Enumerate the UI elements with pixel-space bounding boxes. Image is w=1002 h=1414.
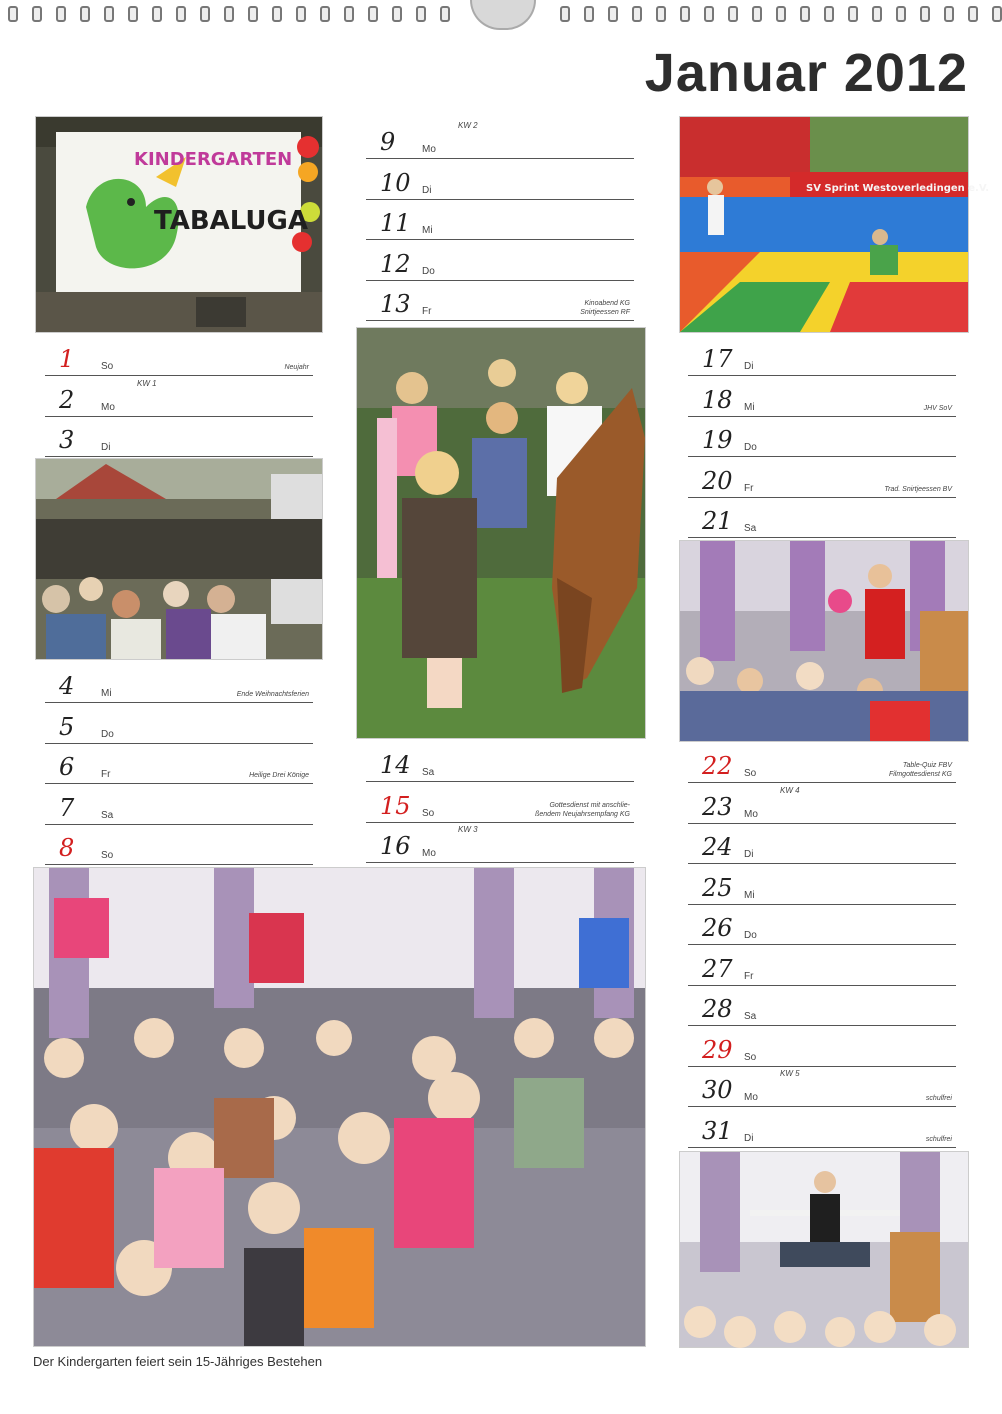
bouncy-castle-sign: SV Sprint Westoverledingen e.V.	[806, 183, 990, 194]
day-number: 7	[59, 793, 75, 822]
day-row-25	[688, 864, 956, 905]
spiral-ring	[584, 6, 594, 22]
day-name: Sa	[101, 809, 114, 821]
day-row-15	[366, 782, 634, 823]
day-number: 21	[702, 507, 733, 535]
day-row-30	[688, 1066, 956, 1107]
spiral-ring	[752, 6, 762, 22]
spiral-ring	[392, 6, 402, 22]
day-row-19	[688, 416, 956, 457]
day-row-8	[45, 824, 313, 865]
day-row-16	[366, 822, 634, 863]
spiral-ring	[800, 6, 810, 22]
day-row-12	[366, 240, 634, 281]
day-row-21	[688, 497, 956, 538]
day-number: 6	[59, 753, 75, 781]
spiral-ring	[224, 6, 234, 22]
photo-children-horse	[356, 327, 646, 739]
day-number: 31	[702, 1116, 733, 1145]
day-number: 9	[380, 128, 396, 156]
day-number: 23	[702, 792, 733, 821]
spiral-ring	[608, 6, 618, 22]
calendar-week-label: KW 5	[780, 1069, 800, 1078]
day-name: Do	[744, 442, 757, 453]
day-name: Mi	[744, 889, 755, 901]
day-number: 29	[702, 1035, 733, 1064]
day-name: Di	[744, 361, 754, 372]
day-name: So	[101, 361, 114, 372]
day-row-10	[366, 159, 634, 200]
day-row-26	[688, 904, 956, 945]
month-title: Januar 2012	[644, 43, 968, 103]
photo-children-audience	[33, 867, 646, 1347]
spiral-ring	[704, 6, 714, 22]
event-note: schulfrei	[925, 1135, 952, 1143]
day-number: 14	[380, 751, 411, 779]
photo-kindergarten-banner	[35, 116, 323, 333]
day-number: 16	[380, 832, 411, 860]
day-name: Fr	[744, 970, 754, 982]
event-note: Table-Quiz FBV Filmgottesdienst KG	[888, 762, 952, 778]
spiral-ring	[824, 6, 834, 22]
day-name: Mi	[744, 401, 755, 413]
day-name: Mo	[744, 808, 758, 820]
hanger-hook	[470, 0, 536, 30]
day-name: Di	[422, 184, 432, 196]
day-row-4	[45, 662, 313, 703]
day-row-17	[688, 335, 956, 376]
spiral-ring	[992, 6, 1002, 22]
spiral-ring	[248, 6, 258, 22]
event-note: Ende Weihnachtsferien	[236, 691, 309, 698]
day-number: 18	[702, 385, 733, 414]
spiral-ring	[944, 6, 954, 22]
day-name: Sa	[744, 523, 757, 534]
day-row-27	[688, 945, 956, 986]
day-number: 15	[380, 791, 411, 820]
day-number: 26	[702, 914, 733, 942]
spiral-ring	[128, 6, 138, 22]
event-note: Trad. Snirtjeessen BV	[884, 485, 952, 493]
spiral-ring	[776, 6, 786, 22]
day-number: 10	[380, 168, 411, 197]
day-number: 2	[59, 385, 75, 414]
day-name: So	[744, 1051, 757, 1063]
banner-text-kindergarten: KINDERGARTEN	[134, 149, 293, 170]
spiral-ring	[56, 6, 66, 22]
day-name: Do	[422, 265, 435, 277]
photo-bouncy-castle	[679, 116, 990, 333]
day-name: So	[422, 807, 435, 819]
spiral-ring	[80, 6, 90, 22]
day-number: 27	[702, 954, 733, 983]
spiral-ring	[896, 6, 906, 22]
day-row-3	[45, 416, 313, 457]
day-number: 4	[59, 672, 75, 700]
day-name: Fr	[101, 769, 111, 780]
event-note: Kinoabend KG Snirtjeessen RF	[580, 300, 630, 316]
day-row-1	[45, 335, 313, 376]
calendar-week-label: KW 3	[458, 825, 478, 834]
day-row-9	[366, 118, 634, 159]
day-row-2	[45, 376, 313, 417]
photo-caption: Der Kindergarten feiert sein 15-Jähriges Bestehen	[33, 1354, 323, 1369]
event-note: schulfrei	[925, 1095, 952, 1102]
spiral-ring	[848, 6, 858, 22]
day-row-20	[688, 457, 956, 498]
day-row-13	[366, 280, 634, 321]
day-name: So	[101, 850, 114, 861]
day-name: Di	[744, 1132, 754, 1144]
calendar-week-label: KW 1	[137, 378, 157, 388]
spiral-ring	[872, 6, 882, 22]
day-row-5	[45, 703, 313, 744]
day-number: 1	[59, 345, 75, 373]
spiral-ring	[104, 6, 114, 22]
event-note: Gottesdienst mit anschlie- ßendem Neujahrsempfang KG	[535, 801, 630, 818]
day-name: Mo	[422, 848, 436, 859]
day-name: Mi	[422, 225, 433, 236]
day-row-18	[688, 376, 956, 417]
day-number: 8	[59, 834, 75, 862]
spiral-ring	[416, 6, 426, 22]
day-name: Sa	[422, 767, 435, 778]
spiral-ring	[560, 6, 570, 22]
spiral-ring	[320, 6, 330, 22]
day-row-11	[366, 199, 634, 240]
day-number: 5	[59, 712, 75, 741]
spiral-ring	[656, 6, 666, 22]
day-name: Mi	[101, 688, 112, 699]
day-number: 3	[59, 426, 75, 454]
spiral-ring	[296, 6, 306, 22]
spiral-ring	[632, 6, 642, 22]
day-name: Di	[101, 442, 111, 453]
day-number: 25	[702, 873, 733, 902]
day-row-23	[688, 783, 956, 824]
day-number: 22	[702, 752, 733, 780]
day-row-7	[45, 784, 313, 825]
spiral-ring	[272, 6, 282, 22]
spiral-ring	[920, 6, 930, 22]
calendar-week-label: KW 2	[458, 121, 478, 130]
day-row-22	[688, 742, 956, 783]
event-note: JHV SoV	[923, 404, 952, 412]
spiral-ring	[728, 6, 738, 22]
event-note: Heilige Drei Könige	[249, 772, 309, 779]
day-name: Mo	[422, 144, 436, 155]
spiral-ring	[440, 6, 450, 22]
day-row-31	[688, 1107, 956, 1148]
day-name: Di	[744, 849, 754, 860]
day-number: 20	[702, 466, 733, 495]
day-number: 28	[702, 995, 733, 1023]
day-name: Do	[744, 930, 757, 941]
day-row-28	[688, 985, 956, 1026]
photo-festival-crowd	[35, 458, 323, 660]
day-number: 17	[702, 345, 733, 373]
spiral-ring	[152, 6, 162, 22]
day-number: 11	[380, 209, 411, 237]
day-name: Fr	[422, 306, 432, 317]
photo-magician-stage	[679, 1151, 969, 1348]
day-row-14	[366, 741, 634, 782]
day-name: Do	[101, 728, 114, 740]
day-row-24	[688, 823, 956, 864]
day-number: 13	[380, 290, 411, 318]
day-number: 19	[702, 426, 733, 454]
day-number: 30	[702, 1076, 733, 1104]
calendar-week-label: KW 4	[780, 785, 800, 795]
banner-text-tabaluga: TABALUGA	[154, 206, 308, 236]
spiral-ring	[968, 6, 978, 22]
day-row-29	[688, 1026, 956, 1067]
photo-magician-show	[679, 540, 969, 742]
day-name: Mo	[744, 1092, 758, 1103]
day-row-6	[45, 743, 313, 784]
spiral-ring	[680, 6, 690, 22]
day-number: 24	[702, 833, 733, 861]
spiral-ring	[176, 6, 186, 22]
day-name: Fr	[744, 482, 754, 494]
spiral-ring	[200, 6, 210, 22]
spiral-ring	[8, 6, 18, 22]
day-name: So	[744, 768, 757, 779]
spiral-ring	[368, 6, 378, 22]
day-name: Mo	[101, 401, 115, 413]
spiral-ring	[32, 6, 42, 22]
event-note: Neujahr	[284, 364, 309, 371]
day-name: Sa	[744, 1011, 757, 1022]
day-number: 12	[380, 249, 411, 278]
spiral-ring	[344, 6, 354, 22]
